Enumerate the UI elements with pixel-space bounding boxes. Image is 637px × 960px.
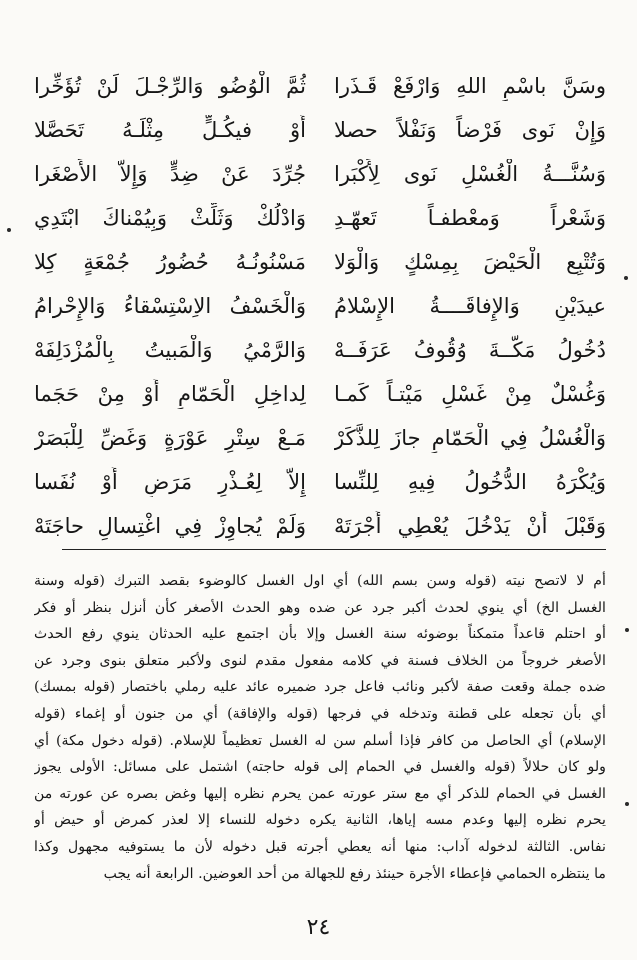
verse-4 <box>34 196 606 240</box>
verse-5 <box>34 240 606 284</box>
commentary-line: أم لا لاتصح نيته (قوله وسن بسم الله) أي اول الغسل كالوضوء بقصد التبرك (قوله وسنة <box>34 573 606 589</box>
verse-11 <box>34 504 606 548</box>
verse-11-second-hemistich: وَلَمْ يُجاوِزْ فِي اغْتِسالِ حاجَتَهْ <box>34 514 306 538</box>
verse-7 <box>34 328 606 372</box>
verse-10-first-hemistich: وَيُكْرَهُ الدُّخُولُ فِيهِ لِلنِّسا <box>334 470 606 494</box>
verse-9 <box>34 416 606 460</box>
commentary-line: الإسلام) أي الحاصل من كافر فإذا أسلم سن له الغسل تعظيماً للإسلام. (قوله دخول مكة) أي <box>34 732 606 749</box>
verse-1-first-hemistich: وسَنَّ باسْمِ اللهِ وَارْفَعْ قَـذَرا <box>334 74 606 98</box>
verse-2 <box>34 108 606 152</box>
verse-3-second-hemistich: جُرِّدَ عَنْ ضِدٍّ وَإِلاّ الأَصْغَرا <box>34 162 306 186</box>
commentary-line: الغسل في الحمام للذكر أي مع ستر عورته عمن يحرم نظره إليها وغض بصره عن عورته من <box>34 785 606 802</box>
commentary-block <box>34 568 606 887</box>
margin-speck <box>625 802 629 806</box>
footnote-separator-rule <box>62 549 606 550</box>
verse-5-second-hemistich: مَسْنُونُـهُ حُضُورُ جُمْعَةٍ كِلا <box>34 250 306 274</box>
verse-9-second-hemistich: مَـعْ سِتْرِ عَوْرَةٍ وَغَضِّ لِلْبَصَرْ <box>34 426 306 450</box>
verse-3-first-hemistich: وَسُنَّـــةُ الْغُسْلِ نَوى لِأَكْبَرا <box>334 162 606 186</box>
verse-4-first-hemistich: وَشَعْراً وَمعْطفـاً تَعهّـدِ <box>334 206 606 230</box>
commentary-line: ضده جملة وقعت صفة لأكبر ونائب فاعل جرد ضميره عائد عليه رملي باختصار (قوله بمسك) <box>34 679 606 696</box>
verse-5-first-hemistich: وَتُتْبِع الْحَيْضَ بِمِسْكٍ وَالْوَلا <box>334 250 606 274</box>
verse-6-first-hemistich: عيدَيْنِ وَالإِفاقَــــةُ الإِسْلامُ <box>334 294 606 318</box>
verse-8 <box>34 372 606 416</box>
page-number: ٢٤ <box>306 915 331 940</box>
verse-3 <box>34 152 606 196</box>
commentary-line: ولو كان حلالاً (قوله والغسل في الحمام إلى قوله حاجته) اشتمل على مسائل: الأولى يجوز <box>34 759 606 776</box>
verse-1 <box>34 64 606 108</box>
poem-verses <box>34 64 606 548</box>
verse-6 <box>34 284 606 328</box>
verse-6-second-hemistich: وَالْخَسْفُ الاِسْتِسْقاءُ وَالإِحْرامُ <box>34 294 306 318</box>
verse-1-second-hemistich: ثُمَّ الْوُضُو وَالرِّجْـلَ لَنْ تُؤَخِّرا <box>34 74 306 98</box>
verse-11-first-hemistich: وَقَبْلَ أَنْ يَدْخُلَ يُعْطِي أُجْرَتَهْ <box>334 514 606 538</box>
margin-speck <box>7 228 11 232</box>
commentary-line: نفاس. الثالثة لدخوله آداب: منها أنه يعطي أجرته قبل دخوله لأن ما يستوفيه مجهول وكذا <box>34 838 606 855</box>
verse-7-second-hemistich: وَالرَّمْيُ وَالْمَبيتُ بِالْمُزْدَلِفَهْ <box>34 338 306 362</box>
commentary-line: ما ينتظره الحمامي فإعطاء الأجرة حينئذ رفع للجهالة من أحد العوضين. الرابعة أنه يجب <box>103 865 606 882</box>
commentary-line: أو احتلم قاعداً متمكناً بوضوئه سنة الغسل وإلا بأن اجتمع عليه الحدثان ينوي رفع الحدث <box>34 626 606 643</box>
verse-4-second-hemistich: وَادْلُكْ وَثَلِّثْ وَبِيُمْناكَ ابْتَدِي <box>34 206 306 230</box>
margin-speck <box>625 628 629 632</box>
commentary-line: الغسل الخ) أي ينوي لحدث أكبر جرد عن ضده وهو الحدث الأصغر كأن أنزل بنظر أو فكر <box>34 599 606 616</box>
verse-10 <box>34 460 606 504</box>
verse-2-first-hemistich: وَإِنْ نَوى فَرْضاً وَنَفْلاً حصلا <box>334 118 606 142</box>
commentary-line: أي بأن تجعله على قطنة وتدخله في فرجها (قوله والإفاقة) أي من جنون أو إغماء (قوله <box>34 705 606 722</box>
commentary-line: الأصغر خروجاً من الخلاف فسنة في كلامه مفعول مقدم لنوى ولأكبر متعلق بنوى وجرد عن <box>34 652 606 669</box>
verse-8-first-hemistich: وَغُسْلٌ مِنْ غَسْلِ مَيْتـاً كَمـا <box>334 382 606 406</box>
verse-7-first-hemistich: دُخُولُ مَكَّــةَ وُقُوفُ عَرَفَــهْ <box>334 338 606 362</box>
verse-8-second-hemistich: لِداخِلِ الْحَمّامِ أَوْ مِنْ حَجَما <box>34 382 306 406</box>
verse-9-first-hemistich: وَالْغُسْلُ فِي الْحَمّامِ جازَ لِلذَّكَرْ <box>334 426 606 450</box>
commentary-line: يحرم نظره إليها وعدم مسه إياها، الثانية يكره دخوله للنساء إلا لعذر كمرض أو حيض أو <box>34 812 606 829</box>
margin-speck <box>624 276 628 280</box>
verse-2-second-hemistich: أَوْ فيكُـلٍّ مِثْلَـهُ تَحَصَّلا <box>34 118 306 142</box>
verse-10-second-hemistich: إِلاّ لِعُـذْرِ مَرَضٍ أَوْ نُفَسا <box>34 470 306 494</box>
